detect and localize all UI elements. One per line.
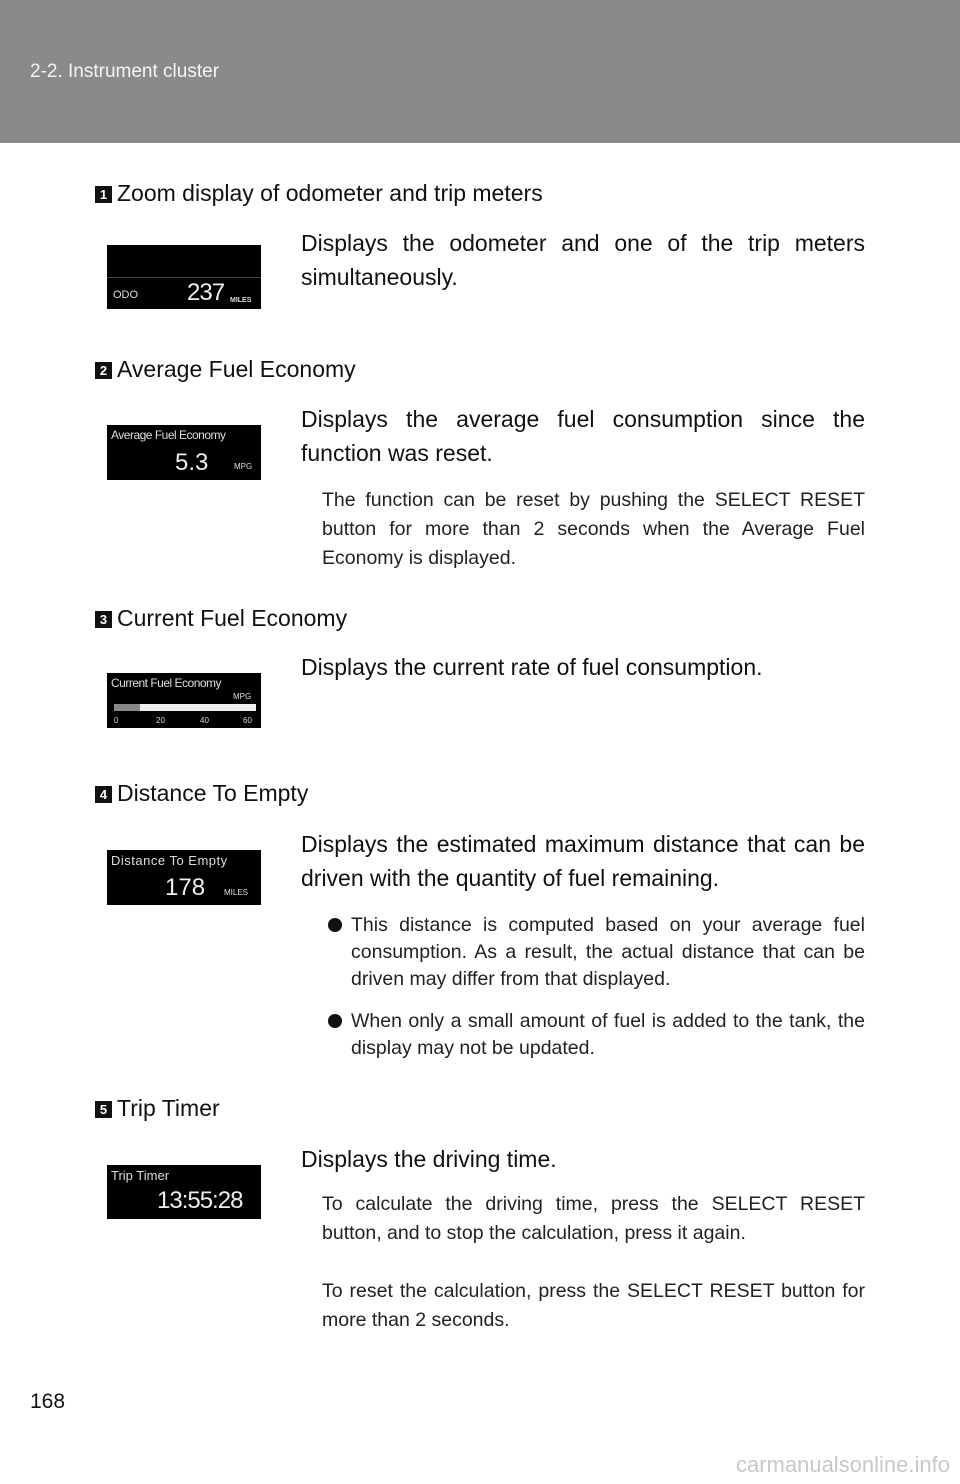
item-4-bullet-1 — [322, 912, 865, 993]
item-4-bullet-2 — [322, 1008, 865, 1062]
current-fuel-display — [107, 673, 261, 728]
header-bar — [0, 0, 960, 143]
dte-unit: MILES — [224, 888, 249, 897]
odo-value: 237 — [187, 279, 225, 306]
trip-timer-display — [107, 1165, 261, 1219]
display-divider — [107, 277, 261, 278]
avg-fuel-unit: MPG — [234, 462, 253, 471]
item-3-description: Displays the current rate of fuel consumption. — [301, 654, 763, 680]
bullet-dot — [328, 918, 342, 932]
page-number: 168 — [30, 1390, 66, 1413]
item-4-number: 4 — [95, 786, 112, 803]
current-fuel-unit: MPG — [233, 692, 252, 701]
footer-url: carmanualsonline.info — [735, 1452, 950, 1477]
item-2-description: Displays the average fuel consumption since the function was reset. — [301, 406, 865, 466]
item-5-note-2: To reset the calculation, press the SELECT RESET button for more than 2 seconds. — [322, 1280, 865, 1331]
scale-60: 60 — [243, 716, 252, 725]
trip-timer-value: 13:55:28 — [157, 1187, 243, 1214]
current-fuel-label: Current Fuel Economy — [111, 676, 222, 690]
avg-fuel-label: Average Fuel Economy — [111, 428, 226, 442]
item-5-description: Displays the driving time. — [301, 1146, 557, 1172]
fuel-gauge-fill — [114, 704, 140, 711]
item-2-note: The function can be reset by pushing the SELECT RESET button for more than 2 seconds when the Average Fuel Economy is displayed. — [322, 489, 865, 569]
section-title: 2-2. Instrument cluster — [30, 61, 220, 82]
item-4-title-text: Distance To Empty — [117, 780, 309, 806]
bullet-1-text: This distance is computed based on your average fuel consumption. As a result, the actual distance that can be driven may differ from that displayed. — [351, 914, 865, 990]
item-5-title-text: Trip Timer — [117, 1095, 220, 1121]
item-3-title-text: Current Fuel Economy — [117, 605, 348, 631]
item-5-number: 5 — [95, 1101, 112, 1118]
dte-label: Distance To Empty — [111, 853, 228, 868]
avg-fuel-value: 5.3 — [175, 449, 209, 476]
item-2-number: 2 — [95, 362, 112, 379]
scale-20: 20 — [156, 716, 165, 725]
item-5-title — [95, 1095, 220, 1122]
average-fuel-display — [107, 425, 261, 480]
fuel-gauge-track — [114, 704, 256, 711]
item-5-note: To calculate the driving time, press the SELECT RESET button, and to stop the calculation, press it again. — [322, 1193, 865, 1244]
item-1-title — [95, 180, 543, 207]
distance-to-empty-display — [107, 850, 261, 905]
item-2-title-text: Average Fuel Economy — [117, 356, 356, 382]
item-1-description: Displays the odometer and one of the trip meters simultaneously. — [301, 230, 865, 290]
bullet-dot — [328, 1014, 342, 1028]
dte-value: 178 — [165, 874, 206, 901]
item-4-title — [95, 780, 308, 807]
scale-0: 0 — [114, 716, 119, 725]
item-4-description: Displays the estimated maximum distance that can be driven with the quantity of fuel remaining. — [301, 831, 865, 891]
item-3-title — [95, 605, 347, 632]
odo-unit: MILES — [230, 297, 252, 304]
item-1-number: 1 — [95, 186, 112, 203]
item-3-number: 3 — [95, 611, 112, 628]
odometer-display — [107, 245, 261, 309]
scale-40: 40 — [200, 716, 209, 725]
item-2-title — [95, 356, 356, 383]
trip-timer-label: Trip Timer — [111, 1168, 170, 1183]
odo-label: ODO — [113, 289, 139, 301]
item-1-title-text: Zoom display of odometer and trip meters — [117, 180, 543, 206]
bullet-2-text: When only a small amount of fuel is added to the tank, the display may not be updated. — [351, 1010, 865, 1059]
